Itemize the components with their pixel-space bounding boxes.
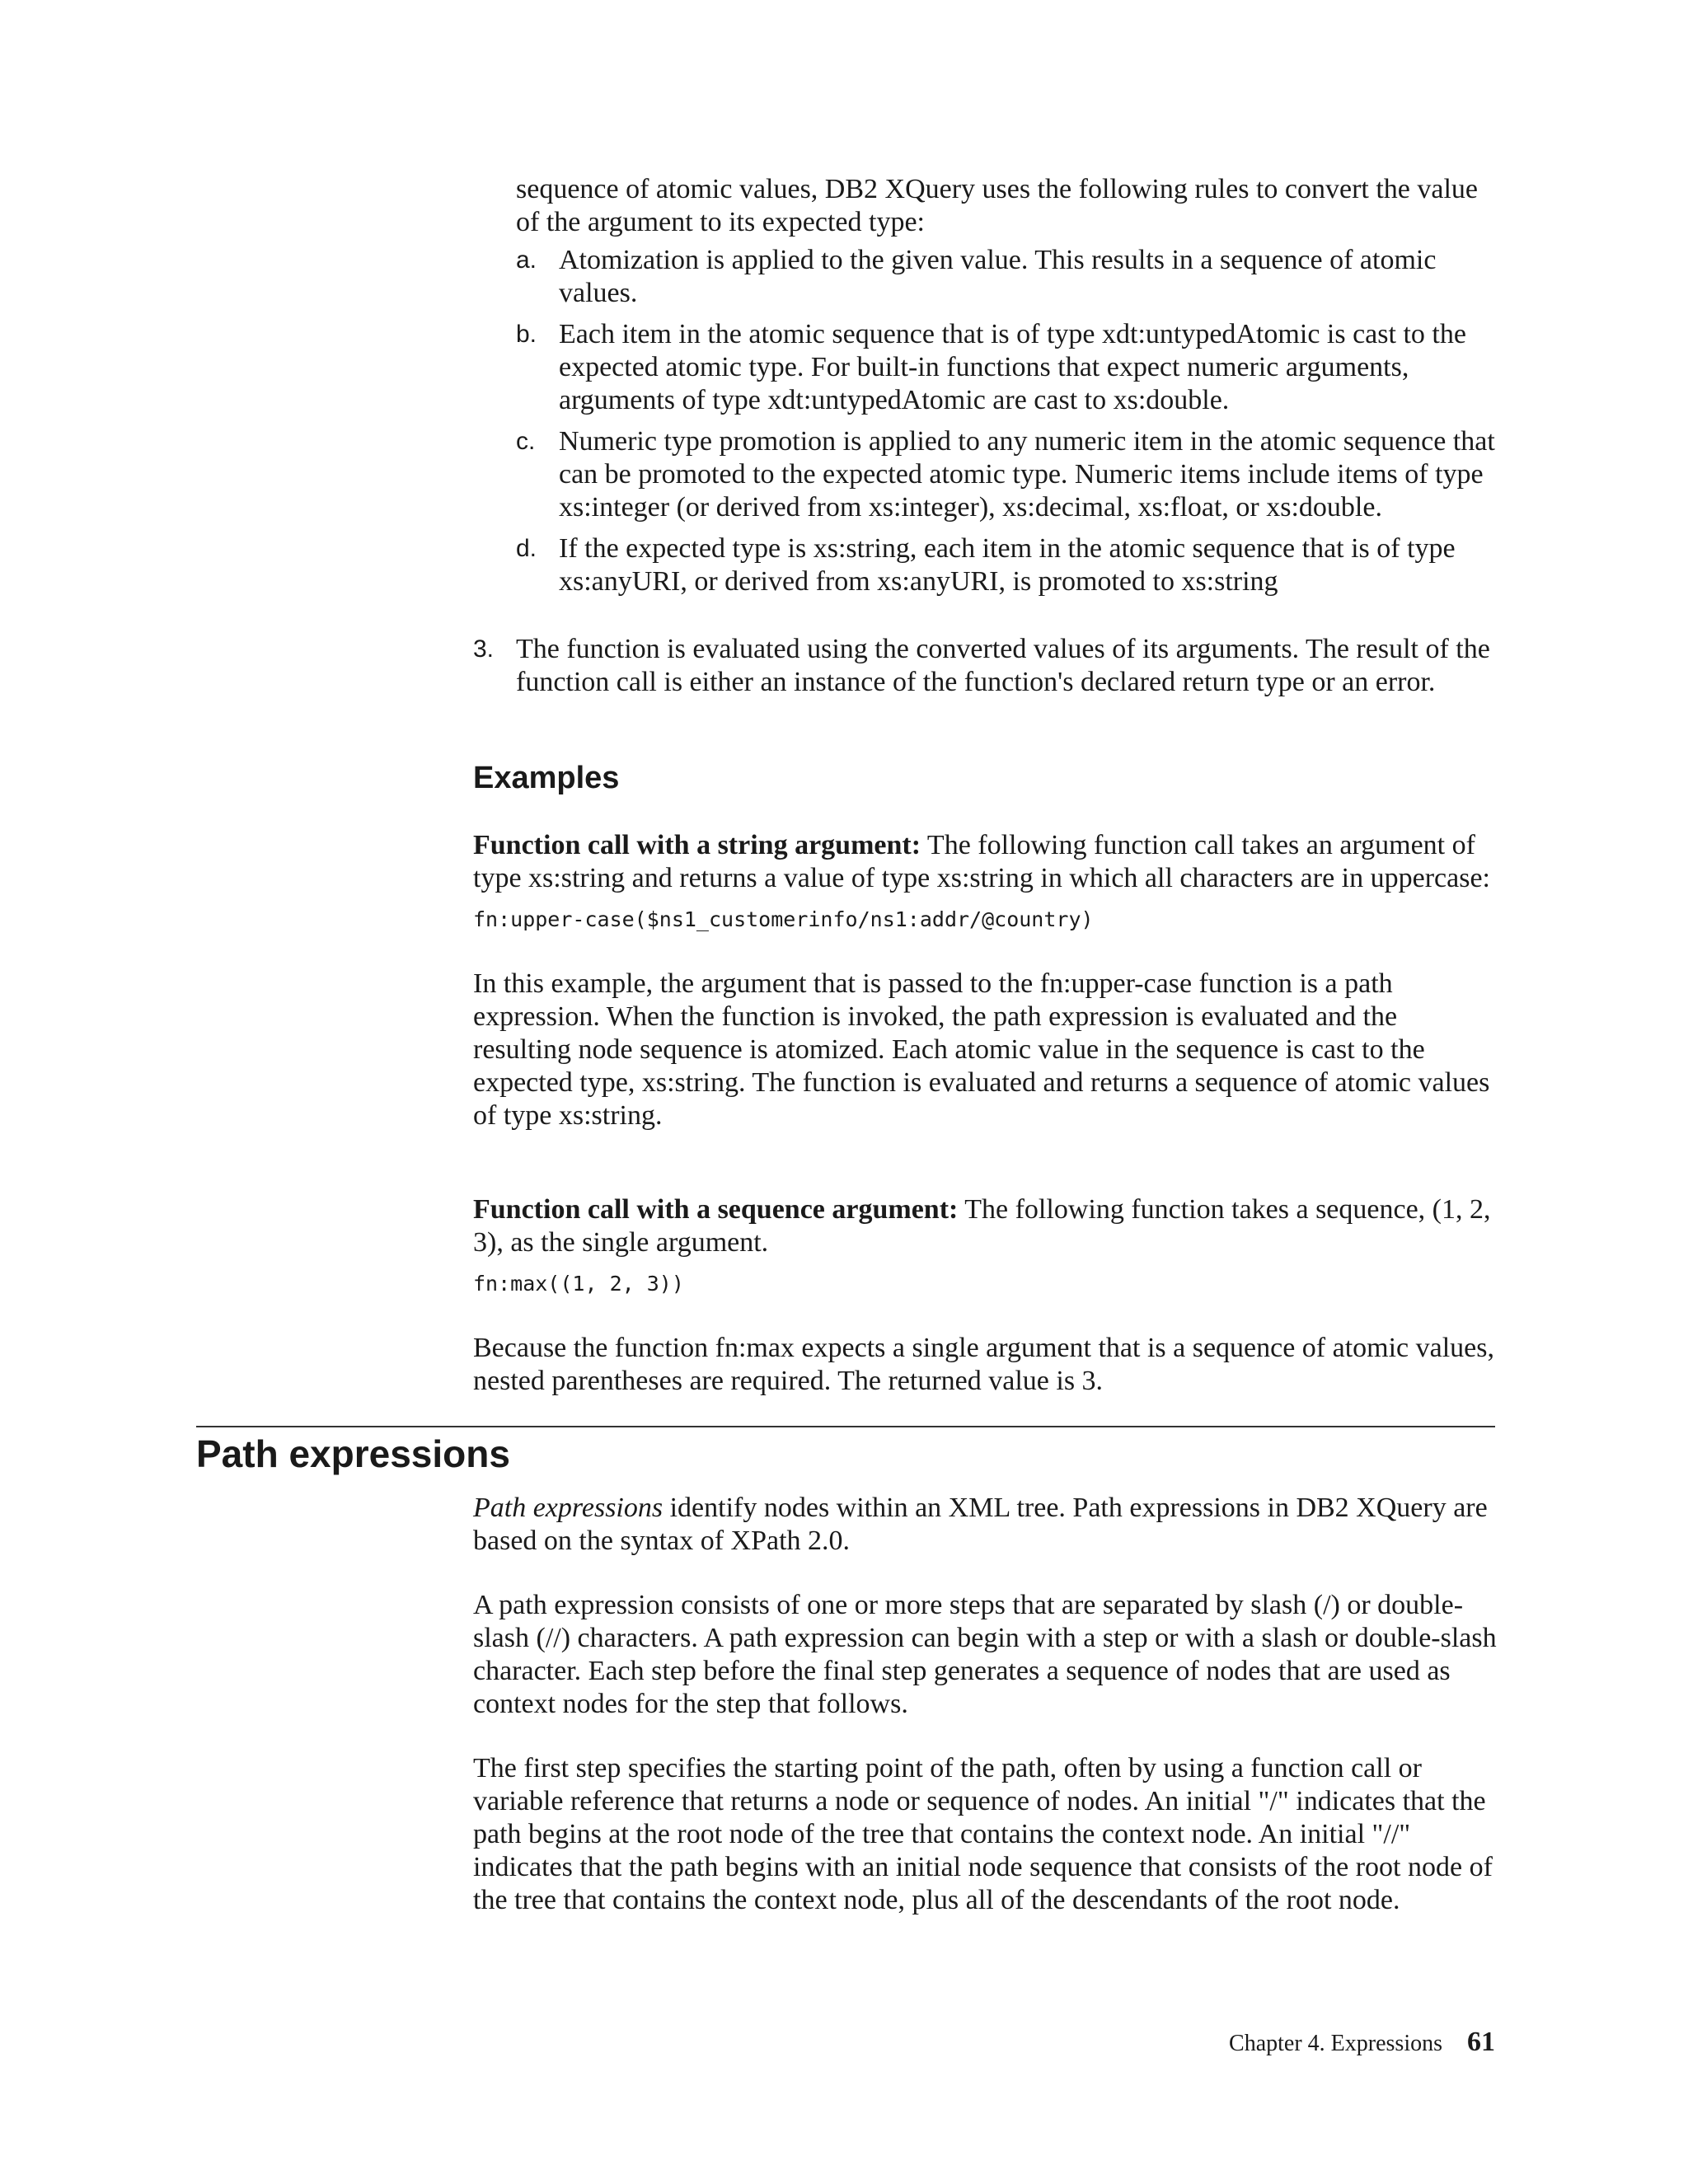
list-item-text: Each item in the atomic sequence that is of type xdt:untypedAtomic is cast to the expected atomic type. For built-in functions that expect numeric arguments, arguments of type xdt:untypedAtomic are cast to xs:double.: [559, 319, 1466, 415]
list-marker: 3.: [473, 635, 495, 663]
code-sample: fn:max((1, 2, 3)): [473, 1272, 684, 1296]
example-paragraph: [473, 1193, 1500, 1259]
list-item: [516, 244, 1502, 310]
list-marker: a.: [516, 246, 537, 274]
list-item: [516, 425, 1502, 524]
section-paragraph: A path expression consists of one or more steps that are separated by slash (/) or double-slash (//) characters. A path expression can begin with a step or with a slash or double-slash character. Each step before the final step generates a sequence of nodes that are used as context nodes for the step that follows.: [473, 1590, 1497, 1719]
list-item-text: Numeric type promotion is applied to any numeric item in the atomic sequence that can be promoted to the expected atomic type. Numeric items include items of type xs:integer (or derived from xs:integer), xs:decimal, xs:float, or xs:double.: [559, 426, 1495, 523]
lead-paragraph: sequence of atomic values, DB2 XQuery uses the following rules to convert the value of the argument to its expected type:: [516, 174, 1479, 237]
list-marker: c.: [516, 428, 536, 455]
example-explanation: Because the function fn:max expects a single argument that is a sequence of atomic values, nested parentheses are required. The returned value is 3.: [473, 1333, 1495, 1396]
list-item-text: If the expected type is xs:string, each item in the atomic sequence that is of type xs:anyURI, or derived from xs:anyURI, is promoted to xs:string: [559, 533, 1456, 597]
section-paragraph: The first step specifies the starting point of the path, often by using a function call or variable reference that returns a node or sequence of nodes. An initial "/" indicates that the path begins at the root node of the tree that contains the context node. An initial "//" indicates that the path begins with an initial node sequence that consists of the root node of the tree that contains the context node, plus all of the descendants of the root node.: [473, 1753, 1493, 1915]
example-label: Function call with a string argument:: [473, 830, 921, 860]
list-item: [516, 318, 1502, 417]
page-number: 61: [1467, 2027, 1495, 2057]
example-paragraph: [473, 829, 1500, 895]
italic-term: Path expressions: [473, 1493, 663, 1523]
example-text: The following function takes a sequence, (1, 2, 3), as the single argument.: [473, 1194, 1491, 1258]
list-marker: d.: [516, 535, 537, 562]
footer-chapter: Chapter 4. Expressions: [1229, 2031, 1442, 2056]
example-text: The following function call takes an argument of type xs:string and returns a value of type xs:string in which all characters are in uppercase:: [473, 830, 1490, 893]
section-heading: Path expressions: [196, 1432, 510, 1475]
conversion-rules-list: [516, 244, 1502, 598]
example-sequence-argument: [473, 1193, 1500, 1398]
code-sample: fn:upper-case($ns1_customerinfo/ns1:addr/@country): [473, 907, 1094, 931]
list-item: [473, 633, 1500, 699]
list-item: [516, 532, 1502, 598]
example-label: Function call with a sequence argument:: [473, 1194, 959, 1225]
example-string-argument: [473, 829, 1500, 1132]
section-divider: [196, 1426, 1495, 1427]
example-explanation: In this example, the argument that is passed to the fn:upper-case function is a path expression. When the function is invoked, the path expression is evaluated and the resulting node sequence is atomized. Each atomic value in the sequence is cast to the expected type, xs:string. The function is evaluated and returns a sequence of atomic values of type xs:string.: [473, 968, 1490, 1131]
list-item-text: The function is evaluated using the converted values of its arguments. The result of the function call is either an instance of the function's declared return type or an error.: [516, 634, 1490, 697]
section-body: [473, 1492, 1500, 1917]
list-item-text: Atomization is applied to the given value. This results in a sequence of atomic values.: [559, 245, 1437, 308]
section-paragraph: Path expressions identify nodes within an XML tree. Path expressions in DB2 XQuery are based on the syntax of XPath 2.0.: [473, 1493, 1488, 1556]
page-footer: [1229, 2026, 1495, 2060]
list-marker: b.: [516, 321, 537, 348]
examples-heading: Examples: [473, 761, 620, 795]
step-3-item: [473, 633, 1500, 699]
